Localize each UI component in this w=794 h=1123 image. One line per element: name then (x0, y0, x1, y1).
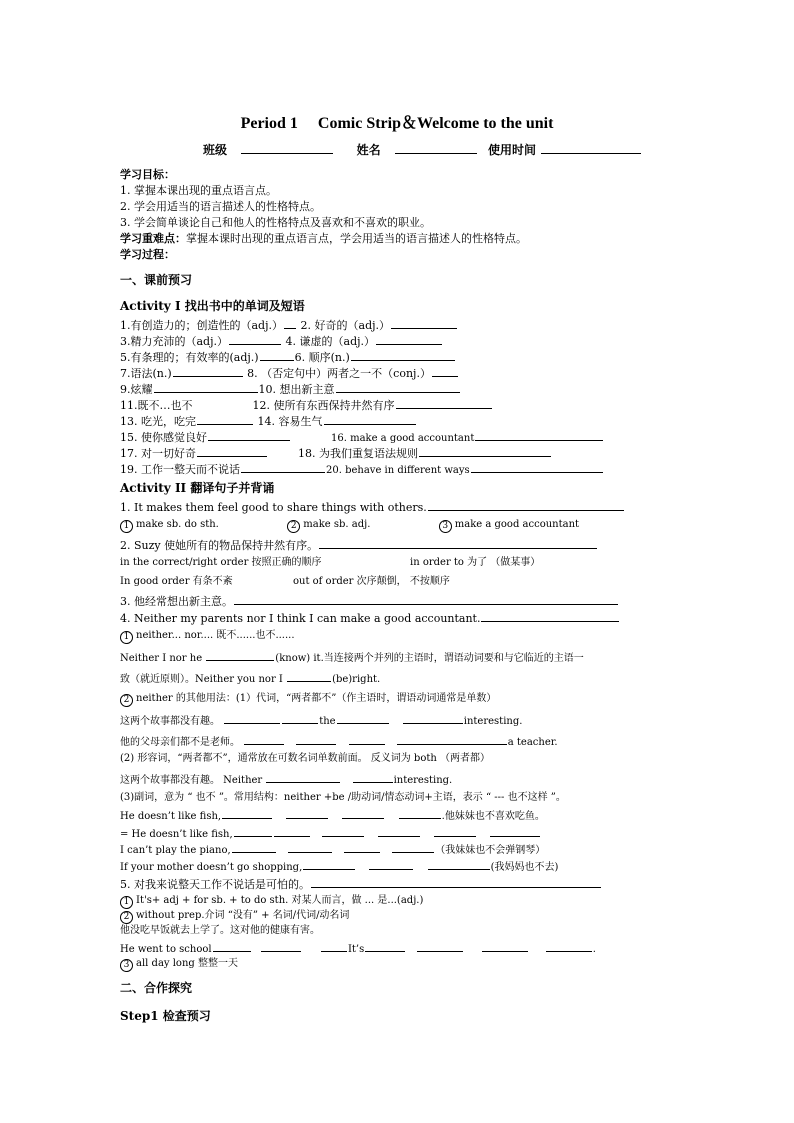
note-item: without prep.介词 “没有” + 名词/代词/动名词 (136, 910, 350, 921)
text-segment: If your mother doesn’t go shopping, (120, 862, 303, 873)
blank[interactable] (224, 713, 280, 724)
example-line: 他没吃早饭就去上学了。这对他的健康有害。 (120, 925, 320, 936)
blank[interactable] (490, 826, 540, 837)
blank[interactable] (286, 808, 328, 819)
vocab-row (120, 446, 552, 460)
name-field[interactable] (395, 143, 477, 154)
blank[interactable] (266, 772, 340, 783)
vocab-13-blank[interactable] (197, 414, 253, 425)
blank[interactable] (321, 941, 347, 952)
sentence-4-blank[interactable] (481, 611, 619, 622)
proximity-rule-line-2 (120, 671, 380, 686)
page-title (0, 110, 794, 133)
circled-number: 3 (439, 520, 452, 533)
vocab-20-blank[interactable] (471, 462, 603, 473)
vocab-19-prompt: 19. 工作一整天而不说话 (120, 463, 240, 476)
vocab-4-prompt: 4. 谦虚的（adj.） (285, 335, 376, 348)
sentence-2-blank[interactable] (319, 538, 597, 549)
vocab-12-prompt: 12. 使所有东西保持井然有序 (252, 399, 395, 412)
blank[interactable] (287, 671, 331, 682)
vocab-8-blank[interactable] (432, 366, 458, 377)
sentence-4-text: 4. Neither my parents nor I think I can make a good accountant. (120, 612, 481, 625)
vocab-9-blank[interactable] (154, 382, 258, 393)
text-segment: Neither I nor he (120, 653, 203, 664)
note-item: make sb. do sth. (136, 519, 219, 530)
key-points (120, 232, 527, 245)
text-segment: .他妹妹也不喜欢吃鱼。 (441, 811, 545, 822)
blank[interactable] (403, 713, 463, 724)
title-period: Period 1 (240, 115, 298, 132)
vocab-12-blank[interactable] (396, 398, 492, 409)
example-line (120, 859, 558, 874)
activity-2-heading: Activity II 翻译句子并背诵 (120, 481, 275, 495)
blank[interactable] (288, 842, 332, 853)
time-field[interactable] (541, 143, 641, 154)
objectives-heading: 学习目标： (120, 168, 175, 181)
note-item: make a good accountant (454, 519, 580, 530)
blank[interactable] (344, 842, 380, 853)
example-line (120, 713, 522, 728)
vocab-16-prompt: 16. make a good accountant (331, 433, 475, 444)
vocab-14-prompt: 14. 容易生气 (257, 415, 323, 428)
vocab-9-prompt: 9.炫耀 (120, 383, 153, 396)
blank[interactable] (428, 859, 490, 870)
blank[interactable] (365, 941, 405, 952)
text-segment: the (319, 716, 336, 727)
vocab-row (120, 350, 456, 364)
circled-number: 2 (287, 520, 300, 533)
text-segment: I can’t play the piano, (120, 845, 231, 856)
vocab-20-prompt: 20. behave in different ways (326, 465, 470, 476)
order-note-2: in order to 为了 （做某事） (410, 557, 541, 568)
blank[interactable] (213, 941, 251, 952)
order-note-3: In good order 有条不紊 (120, 576, 233, 587)
sentence-3 (120, 594, 619, 608)
blank[interactable] (417, 941, 463, 952)
vocab-3-prompt: 3.精力充沛的（adj.） (120, 335, 229, 348)
blank[interactable] (337, 713, 389, 724)
vocab-6-prompt: 6. 顺序(n.) (294, 351, 350, 364)
vocab-13-prompt: 13. 吃光，吃完 (120, 415, 196, 428)
note-item: all day long 整整一天 (136, 958, 238, 969)
sentence-1 (120, 500, 625, 514)
note-item: neither 的其他用法：(1）代词，“两者都不”（作主语时，谓语动词通常是单数） (136, 693, 497, 704)
vocab-17-prompt: 17. 对一切好奇 (120, 447, 196, 460)
vocab-4-blank[interactable] (376, 334, 442, 345)
blank[interactable] (274, 826, 310, 837)
example-line: He went to school It’s . (120, 941, 596, 956)
class-field[interactable] (241, 143, 333, 154)
vocab-19-blank[interactable] (241, 462, 325, 473)
all-day-long-note (120, 957, 238, 972)
circled-number: 2 (120, 694, 133, 707)
vocab-2-blank[interactable] (391, 318, 457, 329)
vocab-5-prompt: 5.有条理的；有效率的(adj.) (120, 351, 259, 364)
objective-3: 3. 学会简单谈论自己和他人的性格特点及喜欢和不喜欢的职业。 (120, 216, 431, 229)
blank[interactable] (349, 734, 385, 745)
vocab-row (120, 398, 493, 412)
vocab-row (120, 462, 604, 477)
blank[interactable] (303, 859, 355, 870)
vocab-5-blank[interactable] (260, 350, 294, 361)
proximity-rule-line-1 (120, 650, 584, 665)
circled-number: 3 (120, 959, 133, 972)
text-segment: (我妈妈也不去) (490, 862, 559, 873)
sentence-4 (120, 611, 620, 625)
process-heading: 学习过程： (120, 248, 175, 261)
circled-number: 1 (120, 520, 133, 533)
vocab-row (120, 318, 458, 332)
text-segment: interesting. (393, 775, 453, 786)
text-segment: = He doesn’t like fish, (120, 829, 233, 840)
text-segment: It’s (347, 944, 365, 955)
vocab-row (120, 414, 417, 428)
text-segment: 这两个故事都没有趣。 (120, 716, 220, 727)
blank[interactable] (369, 859, 413, 870)
neither-nor-note (120, 629, 295, 644)
section-preview-heading: 一、课前预习 (120, 273, 193, 287)
example-line (120, 842, 545, 857)
vocab-1-blank[interactable] (284, 318, 296, 329)
blank[interactable] (234, 826, 272, 837)
info-line (203, 143, 642, 157)
blank[interactable] (261, 941, 301, 952)
vocab-3-blank[interactable] (229, 334, 281, 345)
text-segment: interesting. (463, 716, 523, 727)
vocab-7-prompt: 7.语法(n.) (120, 367, 172, 380)
without-note (120, 909, 349, 924)
vocab-16-blank[interactable] (475, 430, 603, 441)
vocab-18-blank[interactable] (419, 446, 551, 457)
vocab-15-prompt: 15. 使你感觉良好 (120, 431, 207, 444)
blank[interactable] (378, 826, 420, 837)
title-topic: Comic Strip＆Welcome to the unit (317, 115, 554, 132)
sentence-2 (120, 538, 598, 552)
section-cooperation-heading: 二、合作探究 (120, 981, 193, 995)
text-segment: a teacher. (507, 737, 558, 748)
name-label: 姓名 (356, 143, 381, 157)
its-adj-note (120, 894, 423, 909)
key-text: 掌握本课时出现的重点语言点，学会用适当的语言描述人的性格特点。 (186, 232, 527, 245)
vocab-11-prompt: 11.既不…也不 (120, 399, 193, 412)
class-label: 班级 (203, 143, 228, 157)
blank[interactable] (222, 808, 272, 819)
sentence-1-notes (120, 518, 579, 533)
sentence-5-blank[interactable] (311, 877, 601, 888)
blank[interactable] (482, 941, 528, 952)
blank[interactable] (296, 734, 336, 745)
text-segment: (be)right. (332, 674, 381, 685)
blank[interactable] (399, 808, 441, 819)
sentence-3-blank[interactable] (234, 594, 618, 605)
example-line (120, 772, 452, 787)
text-segment: （我妹妹也不会弹钢琴） (435, 845, 546, 856)
circled-number: 1 (120, 631, 133, 644)
time-label: 使用时间 (487, 143, 536, 157)
neither-adjective-note: (2) 形容词，“两者都不”，通常放在可数名词单数前面。 反义词为 both （两者都） (120, 753, 490, 764)
vocab-17-blank[interactable] (197, 446, 267, 457)
neither-pronoun-note (120, 692, 496, 707)
vocab-8-prompt: 8. （否定句中）两者之一不（conj.） (247, 367, 431, 380)
vocab-row (120, 430, 604, 445)
sentence-1-blank[interactable] (428, 500, 624, 511)
objective-2: 2. 学会用适当的语言描述人的性格特点。 (120, 200, 321, 213)
vocab-row (120, 366, 459, 380)
text-segment: 这两个故事都没有趣。 Neither (120, 775, 263, 786)
sentence-2-text: 2. Suzy 使她所有的物品保持井然有序。 (120, 539, 319, 552)
blank[interactable] (322, 826, 364, 837)
blank[interactable] (397, 734, 507, 745)
vocab-10-prompt: 10. 想出新主意 (258, 383, 335, 396)
sentence-5-text: 5. 对我来说整天工作不说话是可怕的。 (120, 878, 310, 891)
order-note-1: in the correct/right order 按照正确的顺序 (120, 557, 322, 568)
key-label: 学习重难点： (120, 232, 186, 245)
vocab-14-blank[interactable] (324, 414, 416, 425)
blank[interactable] (434, 826, 476, 837)
text-segment: He went to school (120, 944, 212, 955)
objective-1: 1. 掌握本课出现的重点语言点。 (120, 184, 277, 197)
sentence-5 (120, 877, 602, 891)
vocab-6-blank[interactable] (351, 350, 455, 361)
text-segment: He doesn’t like fish, (120, 811, 222, 822)
note-item: neither... nor.... 既不......也不...... (136, 630, 295, 641)
text-segment: 他的父母亲们都不是老师。 (120, 737, 240, 748)
neither-adverb-note: (3)副词，意为 “ 也不 ”。常用结构：neither +be /助动词/情态动词+主语，表示 “ --- 也不这样 ”。 (120, 792, 566, 803)
vocab-7-blank[interactable] (173, 366, 243, 377)
vocab-15-blank[interactable] (208, 430, 290, 441)
vocab-row (120, 382, 461, 396)
activity-1-heading: Activity I 找出书中的单词及短语 (120, 299, 305, 313)
sentence-1-text: 1. It makes them feel good to share things with others. (120, 501, 427, 514)
sentence-3-text: 3. 他经常想出新主意。 (120, 595, 233, 608)
example-line (120, 734, 558, 749)
circled-number: 2 (120, 911, 133, 924)
blank[interactable] (342, 808, 384, 819)
text-segment: (know) it.当连接两个并列的主语时，谓语动词要和与它临近的主语一 (275, 653, 584, 664)
vocab-18-prompt: 18. 为我们重复语法规则 (298, 447, 418, 460)
example-line (120, 826, 541, 841)
text-segment: 致（就近原则）。Neither you nor I (120, 674, 283, 685)
circled-number: 1 (120, 896, 133, 909)
vocab-1-prompt: 1.有创造力的；创造性的（adj.） (120, 319, 284, 332)
blank[interactable] (392, 842, 434, 853)
blank[interactable] (353, 772, 393, 783)
note-item: make sb. adj. (303, 519, 371, 530)
step-1-heading: Step1 检查预习 (120, 1009, 211, 1023)
vocab-row (120, 334, 443, 348)
example-line (120, 808, 545, 823)
blank[interactable] (282, 713, 318, 724)
order-note-4: out of order 次序颠倒， 不按顺序 (293, 576, 450, 587)
vocab-10-blank[interactable] (336, 382, 460, 393)
blank[interactable] (546, 941, 592, 952)
blank[interactable] (232, 842, 276, 853)
blank[interactable] (244, 734, 284, 745)
vocab-2-prompt: 2. 好奇的（adj.） (300, 319, 391, 332)
blank[interactable] (206, 650, 274, 661)
note-item: It's+ adj + for sb. + to do sth. 对某人而言，做 ... 是...(adj.) (136, 895, 424, 906)
